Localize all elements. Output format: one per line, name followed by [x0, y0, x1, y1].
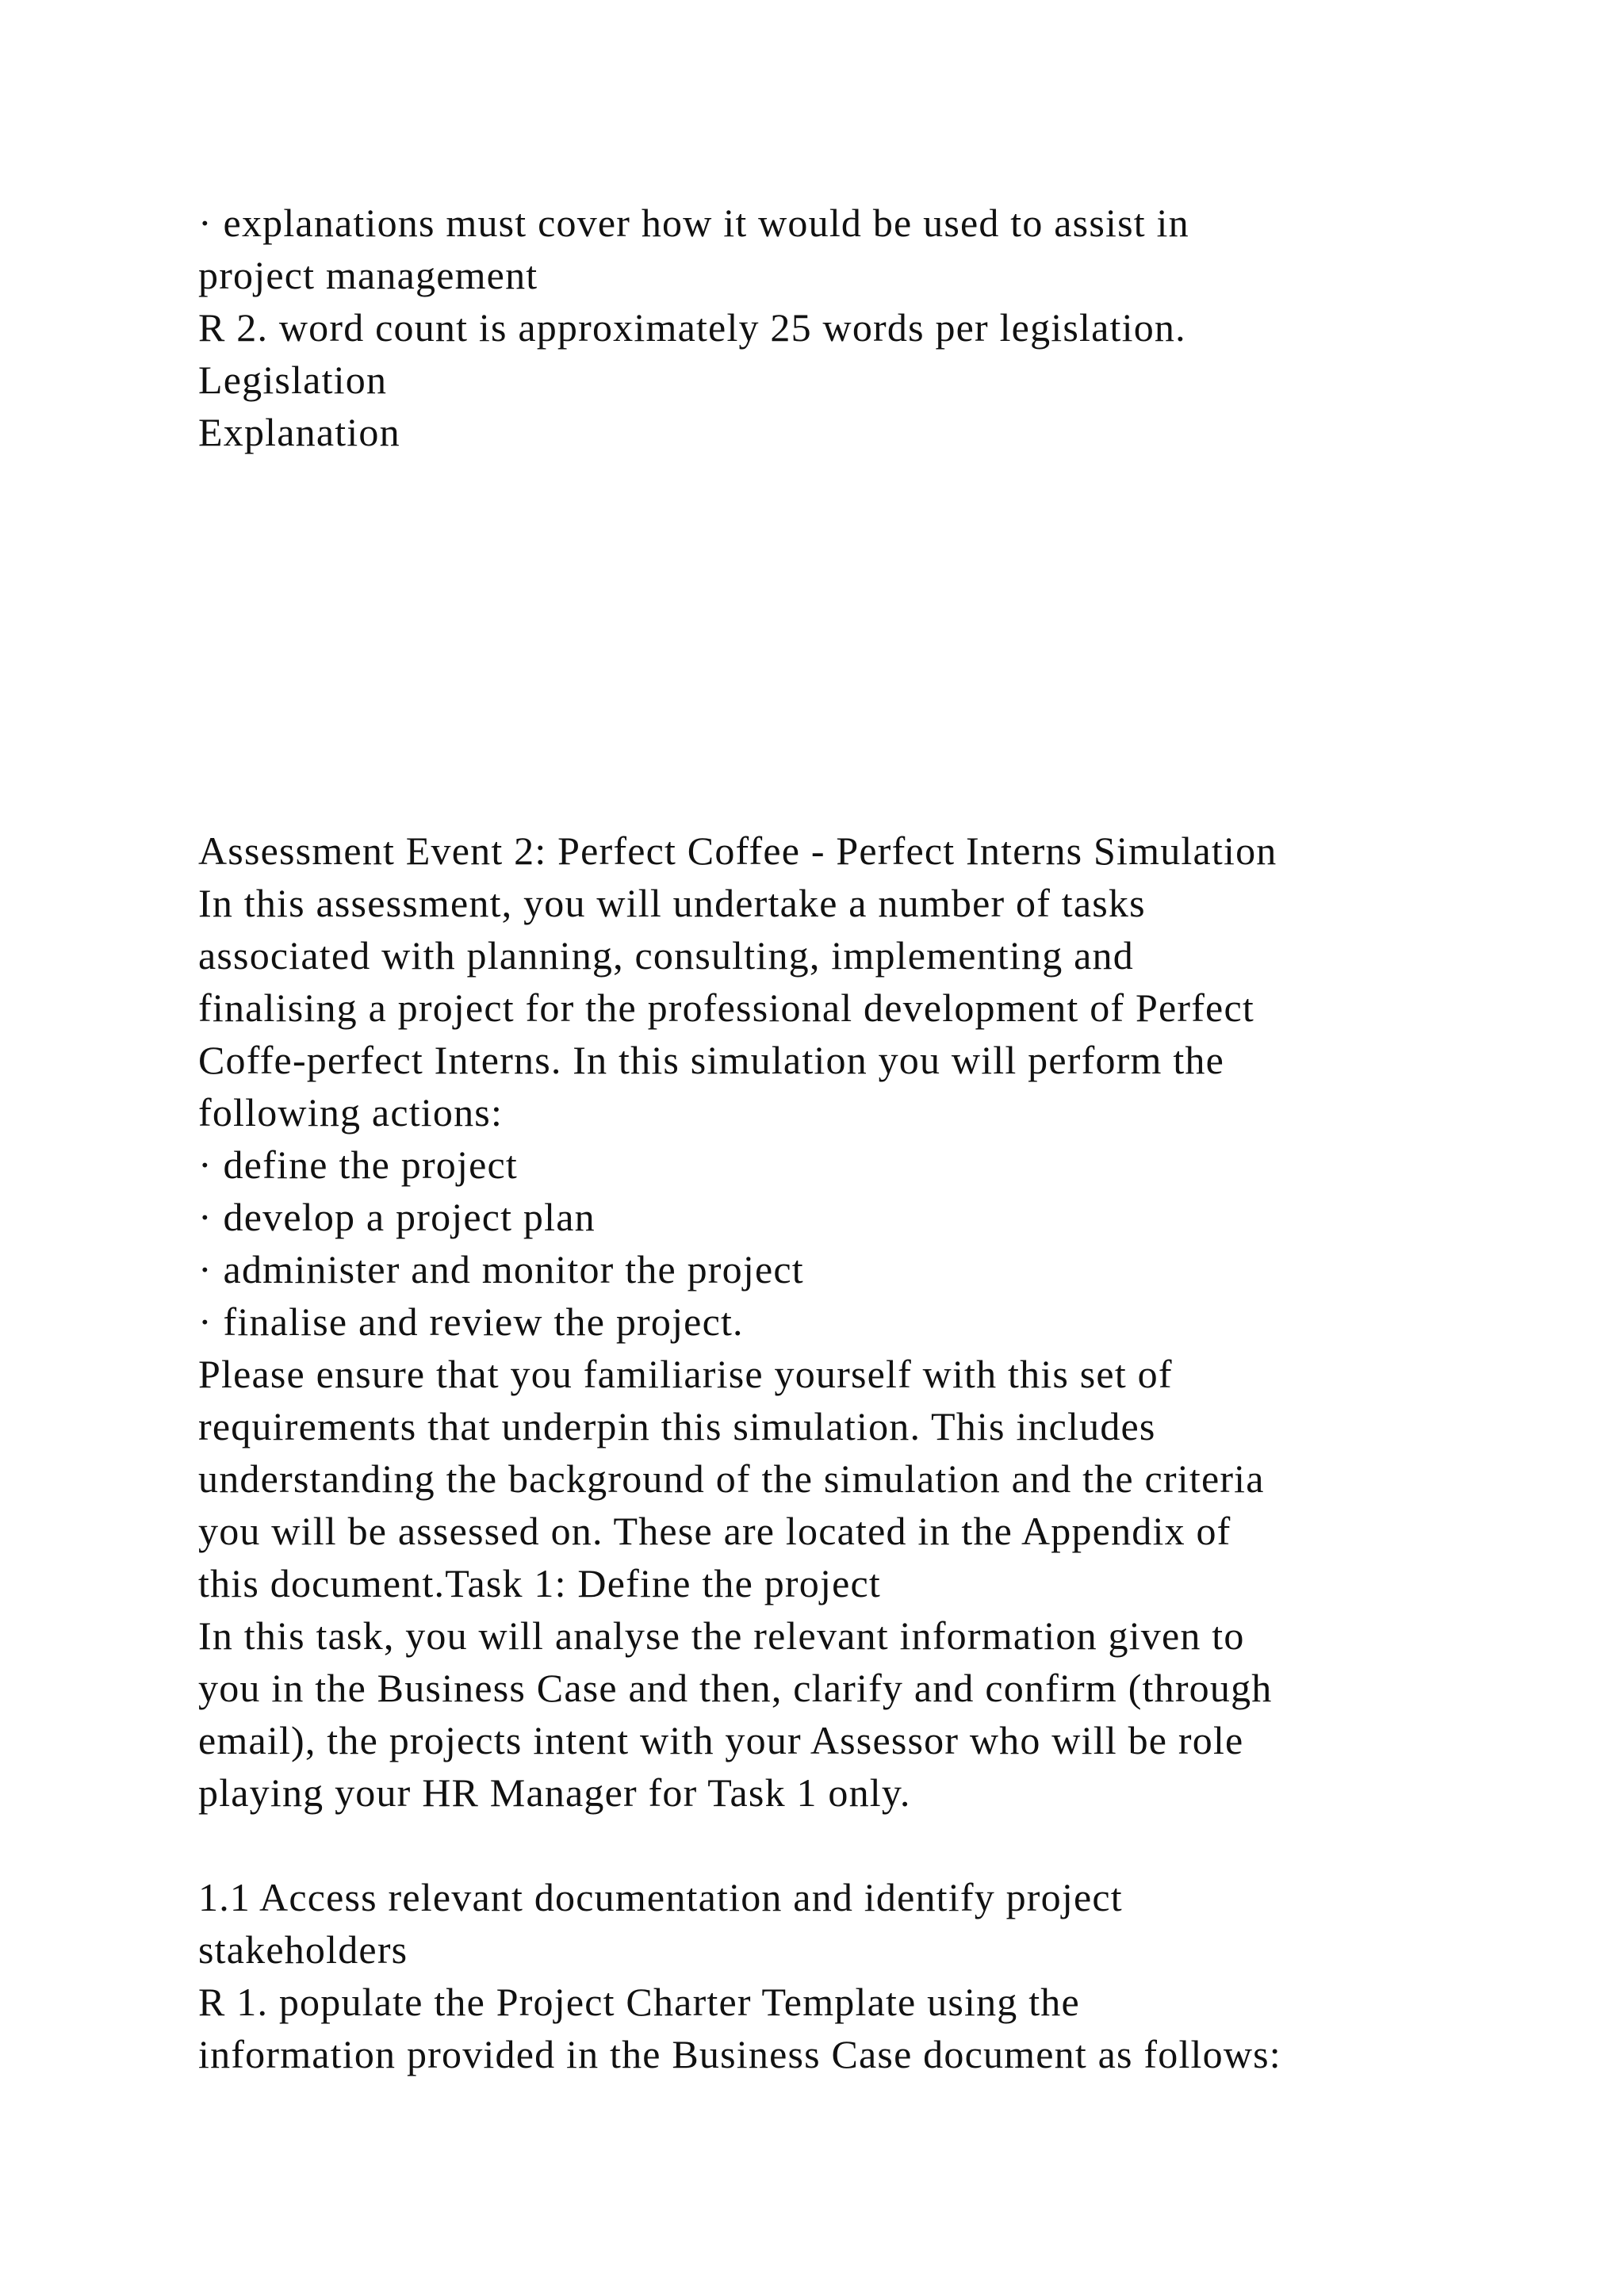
text-line: finalising a project for the professional development of Perfect [198, 985, 1254, 1030]
text-line: · explanations must cover how it would be used to assist in [198, 201, 1189, 245]
text-line: 1.1 Access relevant documentation and identify project [198, 1875, 1123, 1919]
text-line: stakeholders [198, 1927, 408, 1972]
bullet-item: · develop a project plan [198, 1195, 596, 1239]
text-line: R 2. word count is approximately 25 words per legislation. [198, 305, 1186, 350]
text-line: R 1. populate the Project Charter Template using the [198, 1980, 1080, 2024]
text-line: playing your HR Manager for Task 1 only. [198, 1770, 911, 1815]
text-line: following actions: [198, 1090, 504, 1135]
bullet-item: · define the project [198, 1142, 518, 1187]
bullet-item: · administer and monitor the project [198, 1247, 804, 1292]
text-line: you in the Business Case and then, clarify and confirm (through [198, 1666, 1273, 1710]
text-line: you will be assessed on. These are located in the Appendix of [198, 1509, 1231, 1553]
text-line: In this assessment, you will undertake a number of tasks [198, 881, 1146, 925]
text-line: In this task, you will analyse the relevant information given to [198, 1613, 1245, 1658]
text-line: information provided in the Business Case document as follows: [198, 2032, 1281, 2076]
text-line: associated with planning, consulting, implementing and [198, 933, 1134, 978]
text-line: Please ensure that you familiarise yourself with this set of [198, 1352, 1173, 1396]
text-line: understanding the background of the simulation and the criteria [198, 1456, 1265, 1501]
text-line: Legislation [198, 358, 388, 402]
text-line: this document.Task 1: Define the project [198, 1561, 881, 1605]
text-line: Explanation [198, 410, 400, 454]
bullet-item: · finalise and review the project. [198, 1299, 744, 1344]
text-line: email), the projects intent with your Assessor who will be role [198, 1718, 1244, 1762]
text-line: project management [198, 253, 538, 297]
text-line: requirements that underpin this simulation. This includes [198, 1404, 1156, 1448]
text-line: Coffe-perfect Interns. In this simulation you will perform the [198, 1038, 1225, 1082]
section-heading: Assessment Event 2: Perfect Coffee - Perfect Interns Simulation [198, 828, 1277, 873]
